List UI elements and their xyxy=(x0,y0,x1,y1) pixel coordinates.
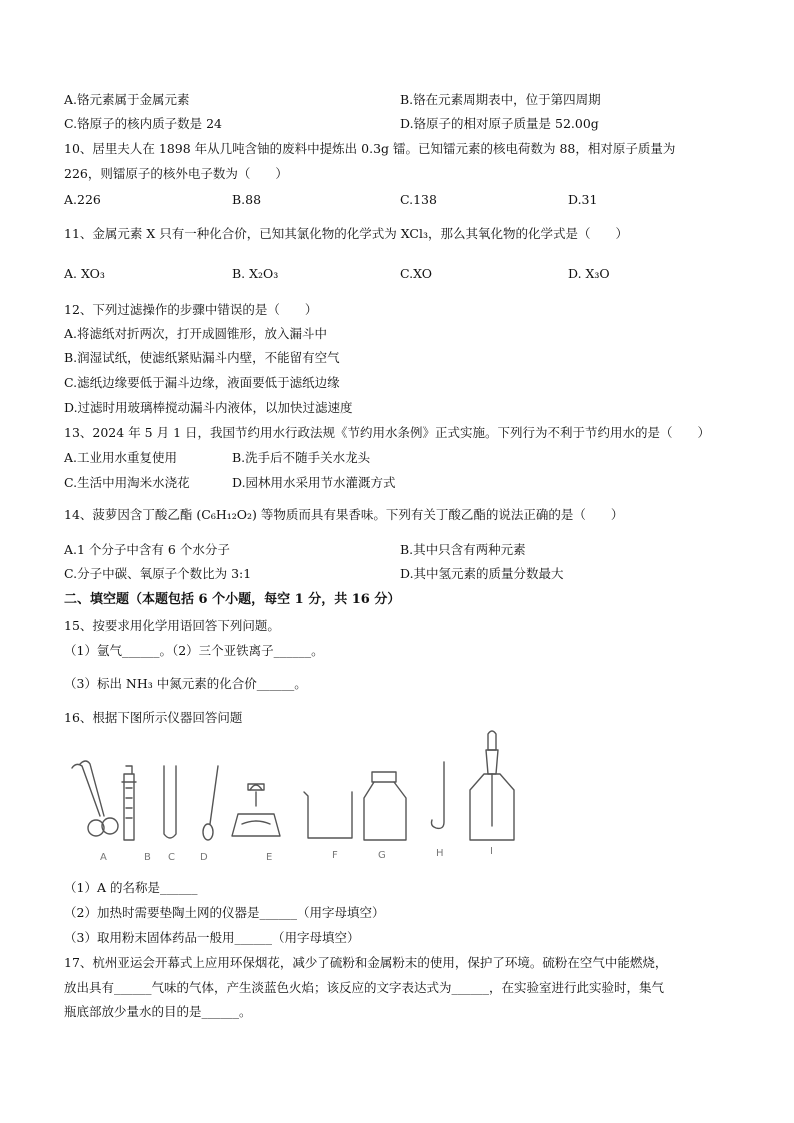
q16-part3: （3）取用粉末固体药品一般用______（用字母填空） xyxy=(64,930,360,945)
apparatus-b-clamp-icon xyxy=(122,766,136,840)
q14-option-c: C.分子中碳、氧原子个数比为 3:1 xyxy=(64,566,252,581)
q12-option-b: B.润湿试纸，使滤纸紧贴漏斗内壁，不能留有空气 xyxy=(64,350,340,365)
q11-stem: 11、金属元素 X 只有一种化合价，已知其氯化物的化学式为 XCl₃，那么其氧化物的化学式是（ ） xyxy=(64,226,628,241)
apparatus-label: I xyxy=(490,846,493,857)
q11-option-c: C.XO xyxy=(400,266,433,281)
apparatus-h-rod-icon xyxy=(432,762,445,828)
apparatus-label: C xyxy=(168,852,175,863)
q12-stem: 12、下列过滤操作的步骤中错误的是（ ） xyxy=(64,302,318,317)
q15-part1-2: （1）氩气______。（2）三个亚铁离子______。 xyxy=(64,643,324,658)
q15-part3: （3）标出 NH₃ 中氮元素的化合价______。 xyxy=(64,676,307,691)
apparatus-i-dropper-bottle-icon xyxy=(470,731,514,840)
q13-option-a: A.工业用水重复使用 xyxy=(64,450,178,465)
apparatus-label: E xyxy=(266,852,273,863)
q17-stem-line3: 瓶底部放少量水的目的是______。 xyxy=(64,1004,252,1019)
apparatus-a-tongs-icon xyxy=(72,761,118,836)
q11-option-d: D. X₃O xyxy=(568,266,610,281)
q10-stem-line1: 10、居里夫人在 1898 年从几吨含铀的废料中提炼出 0.3g 镭。已知镭元素的核电荷数为 88，相对原子质量为 xyxy=(64,141,676,156)
q14-stem: 14、菠萝因含丁酸乙酯 (C₆H₁₂O₂) 等物质而具有果香味。下列有关丁酸乙酯的说法正确的是（ ） xyxy=(64,507,624,522)
q15-stem: 15、按要求用化学用语回答下列问题。 xyxy=(64,618,280,633)
q10-option-c: C.138 xyxy=(400,192,437,207)
q11-option-a: A. XO₃ xyxy=(64,266,105,281)
q10-option-b: B.88 xyxy=(232,192,262,207)
q9-option-c: C.铬原子的核内质子数是 24 xyxy=(64,116,222,131)
q9-option-b: B.铬在元素周期表中，位于第四周期 xyxy=(400,92,601,107)
apparatus-d-spoon-icon xyxy=(203,766,218,840)
apparatus-label: B xyxy=(144,852,151,863)
q14-option-a: A.1 个分子中含有 6 个水分子 xyxy=(64,542,230,557)
q9-option-a: A.铬元素属于金属元素 xyxy=(64,92,190,107)
apparatus-label: F xyxy=(332,850,338,861)
apparatus-e-alcohol-lamp-icon xyxy=(232,784,280,836)
q12-option-c: C.滤纸边缘要低于漏斗边缘，液面要低于滤纸边缘 xyxy=(64,375,340,390)
apparatus-label: H xyxy=(436,848,444,859)
apparatus-f-beaker-icon xyxy=(304,792,352,838)
q11-option-b: B. X₂O₃ xyxy=(232,266,279,281)
section-heading: 二、填空题（本题包括 6 个小题，每空 1 分，共 16 分） xyxy=(64,592,401,607)
q12-option-d: D.过滤时用玻璃棒搅动漏斗内液体，以加快过滤速度 xyxy=(64,400,353,415)
apparatus-label: D xyxy=(200,852,208,863)
q16-stem: 16、根据下图所示仪器回答问题 xyxy=(64,710,243,725)
q17-stem-line2: 放出具有______气味的气体，产生淡蓝色火焰；该反应的文字表达式为______，在实验室进行此实验时，集气 xyxy=(64,980,665,995)
q14-option-b: B.其中只含有两种元素 xyxy=(400,542,526,557)
q13-option-b: B.洗手后不随手关水龙头 xyxy=(232,450,371,465)
q17-stem-line1: 17、杭州亚运会开幕式上应用环保烟花，减少了硫粉和金属粉末的使用，保护了环境。硫粉在空气中能燃烧， xyxy=(64,955,668,970)
q13-option-d: D.园林用水采用节水灌溉方式 xyxy=(232,475,396,490)
q13-option-c: C.生活中用淘米水浇花 xyxy=(64,475,190,490)
lab-apparatus-figure xyxy=(60,728,530,863)
q16-part2: （2）加热时需要垫陶土网的仪器是______（用字母填空） xyxy=(64,905,385,920)
apparatus-c-test-tube-icon xyxy=(164,766,176,838)
q10-option-d: D.31 xyxy=(568,192,598,207)
apparatus-drawing xyxy=(60,728,530,863)
q12-option-a: A.将滤纸对折两次，打开成圆锥形，放入漏斗中 xyxy=(64,326,328,341)
q10-option-a: A.226 xyxy=(64,192,101,207)
q14-option-d: D.其中氢元素的质量分数最大 xyxy=(400,566,564,581)
q13-stem: 13、2024 年 5 月 1 日，我国节约用水行政法规《节约用水条例》正式实施。下列行为不利于节约用水的是（ ） xyxy=(64,425,710,440)
apparatus-g-bottle-icon xyxy=(364,772,406,840)
apparatus-label: G xyxy=(378,850,386,861)
q9-option-d: D.铬原子的相对原子质量是 52.00g xyxy=(400,116,599,131)
apparatus-label: A xyxy=(100,852,107,863)
q16-part1: （1）A 的名称是______ xyxy=(64,880,198,895)
q10-stem-line2: 226，则镭原子的核外电子数为（ ） xyxy=(64,166,288,181)
